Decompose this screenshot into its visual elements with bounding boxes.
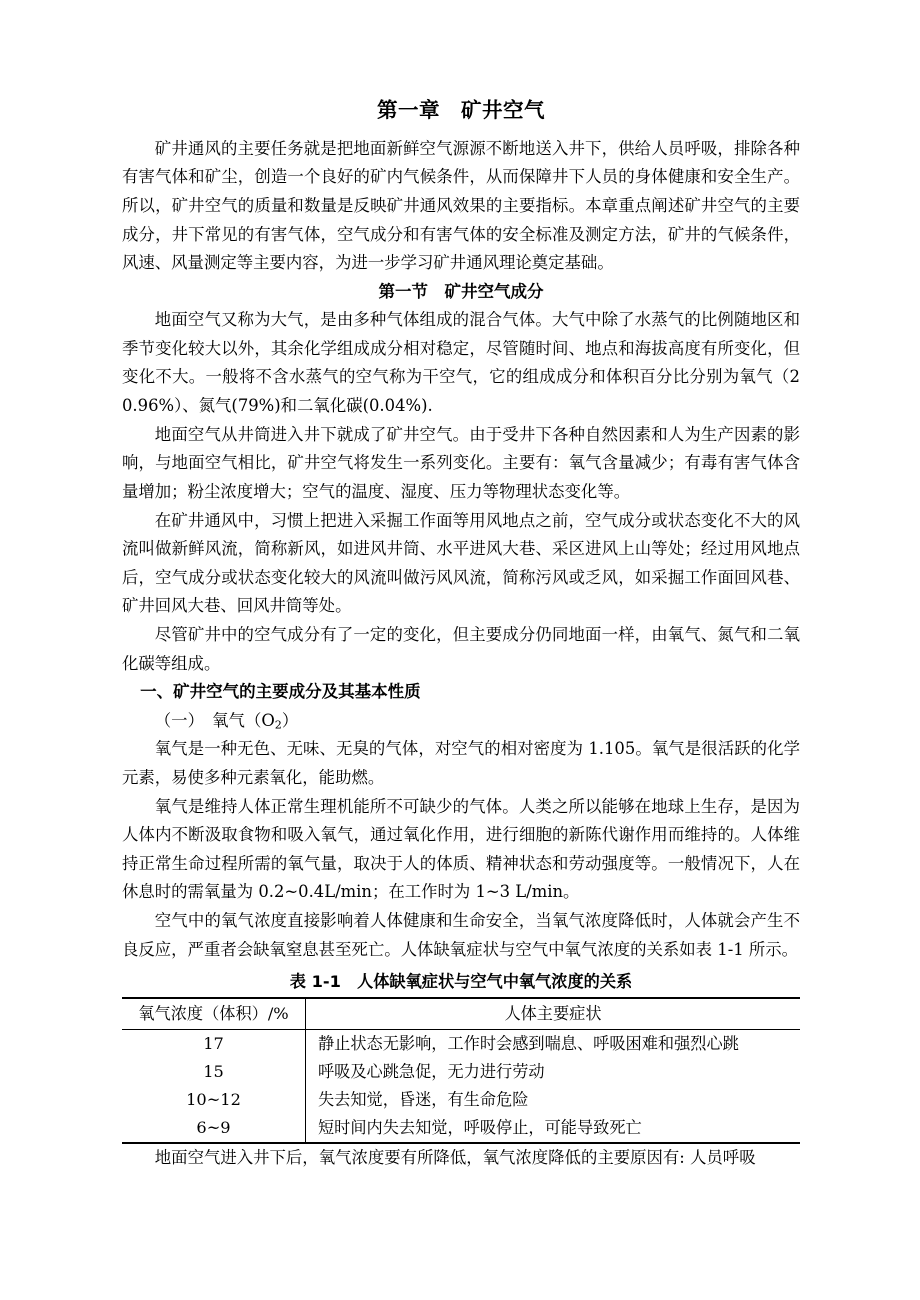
- chapter-title: 第一章 矿井空气: [377, 98, 545, 122]
- section-paragraph-1: 地面空气又称为大气，是由多种气体组成的混合气体。大气中除了水蒸气的比例随地区和季节变化较大以外，其余化学组成成分相对稳定，尽管随时间、地点和海拔高度有所变化，但变化不大。一般将不含水蒸气的空气称为干空气，它的组成成分和体积百分比分别为氧气（20.96%）、氮气(79%)和二氧化碳(0.04%).: [122, 310, 800, 416]
- cell-concentration: 10~12: [122, 1086, 306, 1114]
- cell-symptom: 静止状态无影响，工作时会感到喘息、呼吸困难和强烈心跳: [318, 1034, 739, 1054]
- table-body: [122, 1030, 800, 1143]
- table-header-row: [122, 998, 800, 1030]
- item-title-suffix: ）: [281, 710, 299, 730]
- oxygen-paragraph-3: 空气中的氧气浓度直接影响着人体健康和生命安全，当氧气浓度降低时，人体就会产生不良反应，严重者会缺氧窒息甚至死亡。人体缺氧症状与空气中氧气浓度的关系如表 1-1 所示。: [122, 911, 800, 959]
- table-row: [122, 1058, 800, 1086]
- table-row: [122, 1030, 800, 1058]
- item-title-prefix: （一） 氧气（O: [154, 710, 275, 730]
- trailing-paragraph: 地面空气进入井下后，氧气浓度要有所降低，氧气浓度降低的主要原因有: 人员呼吸: [154, 1147, 756, 1167]
- table-caption: 表 1-1 人体缺氧症状与空气中氧气浓度的关系: [289, 972, 633, 992]
- item-title-oxygen: [122, 707, 800, 736]
- section-paragraph-2: 地面空气从井筒进入井下就成了矿井空气。由于受井下各种自然因素和人为生产因素的影响，与地面空气相比，矿井空气将发生一系列变化。主要有：氧气含量减少；有毒有害气体含量增加；粉尘浓度增大；空气的温度、湿度、压力等物理状态变化等。: [122, 424, 800, 501]
- table-header-concentration: 氧气浓度（体积）/%: [122, 998, 306, 1030]
- subsection-title: 一、矿井空气的主要成分及其基本性质: [140, 682, 421, 702]
- table-header-symptom: 人体主要症状: [504, 1003, 602, 1023]
- table-row: [122, 1114, 800, 1143]
- cell-concentration: 15: [122, 1058, 306, 1086]
- section-paragraph-3: 在矿井通风中，习惯上把进入采掘工作面等用风地点之前，空气成分或状态变化不大的风流叫做新鲜风流，简称新风，如进风井筒、水平进风大巷、采区进风上山等处；经过用风地点后，空气成分或状态变化较大的风流叫做污风风流，简称污风或乏风，如采掘工作面回风巷、矿井回风大巷、回风井筒等处。: [122, 510, 800, 616]
- table-row: [122, 1086, 800, 1114]
- oxygen-symptom-table: [122, 997, 800, 1144]
- oxygen-paragraph-1: 氧气是一种无色、无味、无臭的气体，对空气的相对密度为 1.105。氧气是很活跃的化学元素，易使多种元素氧化，能助燃。: [122, 739, 800, 787]
- cell-symptom: 失去知觉，昏迷，有生命危险: [318, 1090, 529, 1110]
- item-title-subscript: 2: [274, 718, 282, 732]
- cell-concentration: 17: [122, 1030, 306, 1058]
- section-title: 第一节 矿井空气成分: [378, 281, 544, 301]
- cell-symptom: 呼吸及心跳急促，无力进行劳动: [318, 1062, 545, 1082]
- cell-concentration: 6~9: [122, 1114, 306, 1143]
- document-content: [122, 96, 800, 1173]
- cell-symptom: 短时间内失去知觉，呼吸停止，可能导致死亡: [306, 1114, 801, 1143]
- table-head: [122, 998, 800, 1030]
- section-paragraph-4: 尽管矿井中的空气成分有了一定的变化，但主要成分仍同地面一样，由氧气、氮气和二氧化碳等组成。: [122, 625, 800, 673]
- oxygen-paragraph-2: 氧气是维持人体正常生理机能所不可缺少的气体。人类之所以能够在地球上生存，是因为人体内不断汲取食物和吸入氧气，通过氧化作用，进行细胞的新陈代谢作用而维持的。人体维持正常生命过程所需的氧气量，取决于人的体质、精神状态和劳动强度等。一般情况下，人在休息时的需氧量为 0.2~0.4L/min；在工作时为 1~3 L/min。: [122, 796, 800, 902]
- intro-paragraph: 矿井通风的主要任务就是把地面新鲜空气源源不断地送入井下，供给人员呼吸，排除各种有害气体和矿尘，创造一个良好的矿内气候条件，从而保障井下人员的身体健康和安全生产。所以，矿井空气的质量和数量是反映矿井通风效果的主要指标。本章重点阐述矿井空气的主要成分，井下常见的有害气体，空气成分和有害气体的安全标准及测定方法，矿井的气候条件，风速、风量测定等主要内容，为进一步学习矿井通风理论奠定基础。: [122, 138, 800, 273]
